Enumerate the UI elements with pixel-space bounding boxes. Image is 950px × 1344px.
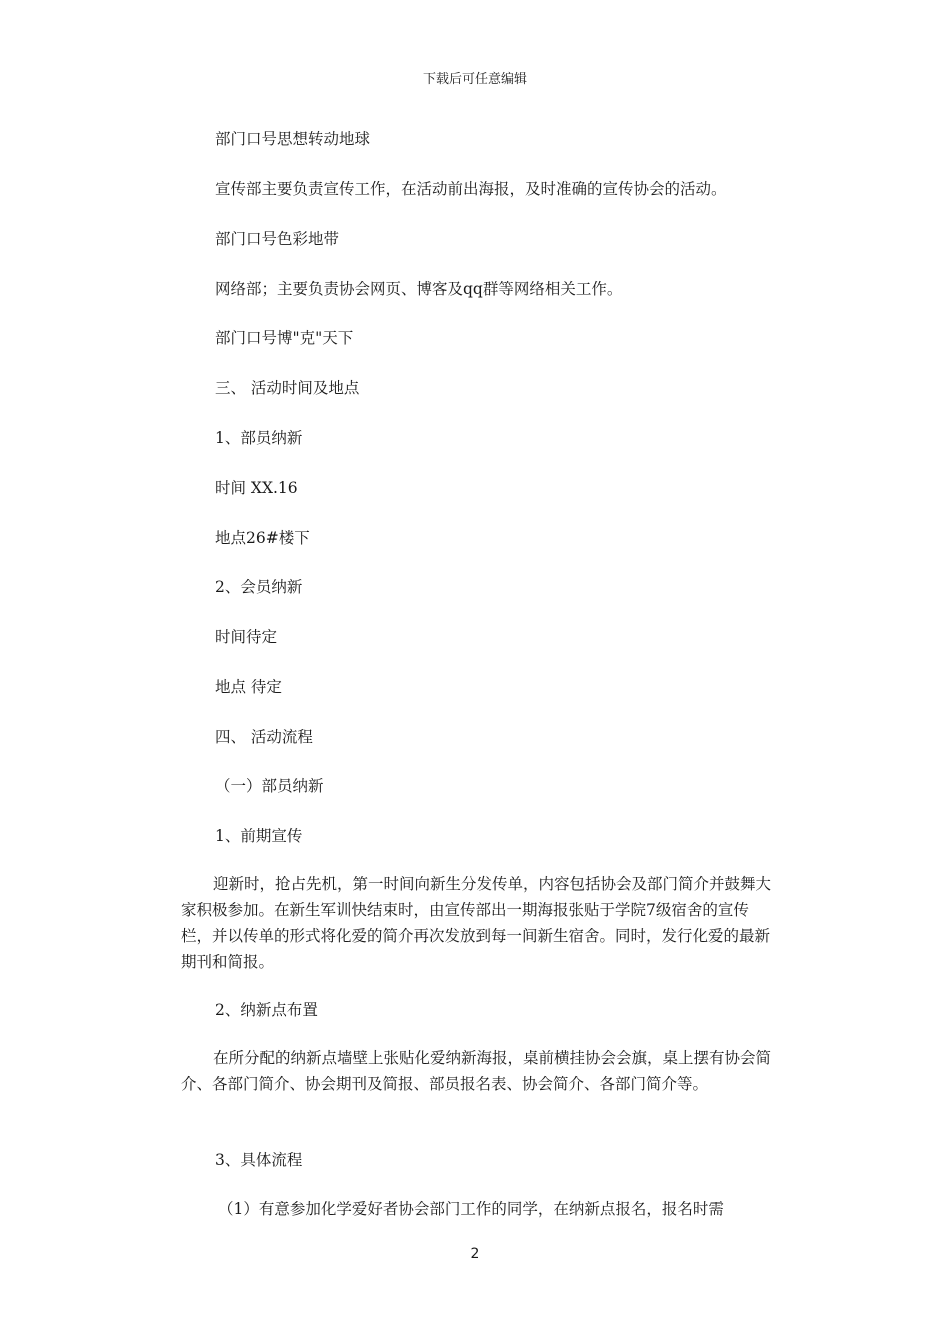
text-line: （1）有意参加化学爱好者协会部门工作的同学，在纳新点报名，报名时需: [218, 1200, 724, 1218]
page-number: 2: [470, 1246, 480, 1262]
text-line: 网络部；主要负责协会网页、博客及qq群等网络相关工作。: [215, 280, 623, 298]
text-line: 地点26#楼下: [215, 529, 310, 547]
text-line: 时间 XX.16: [215, 479, 298, 497]
section-heading: 四、 活动流程: [215, 728, 313, 746]
text-line: 3、具体流程: [215, 1151, 303, 1169]
text-line: 宣传部主要负责宣传工作，在活动前出海报，及时准确的宣传协会的活动。: [215, 180, 727, 198]
text-line: 2、会员纳新: [215, 578, 303, 596]
text-line: 部门口号博"克"天下: [215, 329, 354, 347]
text-line: 时间待定: [215, 628, 278, 646]
section-heading: 三、 活动时间及地点: [215, 379, 360, 397]
text-line: 1、前期宣传: [215, 827, 303, 845]
paragraph-layout: 在所分配的纳新点墙壁上张贴化爱纳新海报，桌前横挂协会会旗，桌上摆有协会简介、各部门简介、协会期刊及简报、部员报名表、协会简介、各部门简介等。: [181, 1049, 772, 1093]
page-header: 下载后可任意编辑: [422, 72, 527, 87]
text-line: 2、纳新点布置: [215, 1001, 318, 1019]
text-line: 部门口号思想转动地球: [215, 130, 371, 148]
text-line: 1、部员纳新: [215, 429, 303, 447]
text-line: （一）部员纳新: [215, 777, 324, 795]
text-line: 地点 待定: [215, 678, 282, 696]
text-line: 部门口号色彩地带: [215, 230, 340, 248]
paragraph-publicity: 迎新时，抢占先机，第一时间向新生分发传单，内容包括协会及部门简介并鼓舞大家积极参加。在新生军训快结束时，由宣传部出一期海报张贴于学院7级宿舍的宣传栏，并以传单的形式将化爱的简介再次发放到每一间新生宿舍。同时，发行化爱的最新期刊和简报。: [181, 875, 772, 971]
